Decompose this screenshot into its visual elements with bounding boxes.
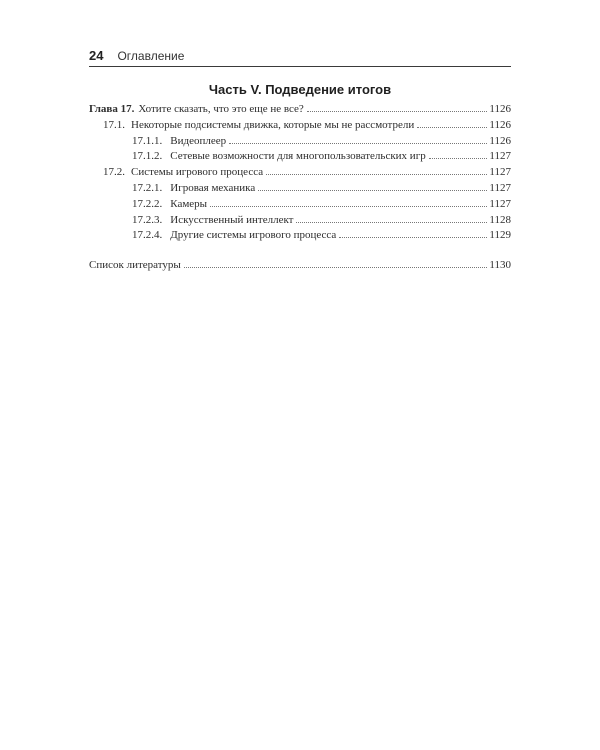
toc-entry-17-2-1 [89, 181, 511, 197]
toc-entry-page: 1127 [489, 150, 511, 163]
toc-entry-title: Список литературы [89, 259, 181, 272]
toc-entry-number: 17.1. [103, 118, 125, 131]
toc-entry-page: 1128 [489, 213, 511, 226]
dot-leader [210, 206, 487, 207]
running-head [89, 48, 511, 64]
toc-entry-title: Некоторые подсистемы движка, которые мы не рассмотрели [131, 118, 415, 131]
toc-entry-17-1-2 [89, 149, 511, 165]
toc-entry-number: 17.1.2. [132, 150, 163, 163]
toc-entry-17-2 [89, 165, 511, 181]
toc-entry-page: 1126 [489, 118, 511, 131]
toc-spacer [89, 244, 511, 258]
toc-entry-title: Камеры [170, 197, 208, 210]
toc-entry-17-2-4 [89, 228, 511, 244]
toc-entry-title: Хотите сказать, что это еще не все? [138, 103, 304, 115]
dot-leader [429, 158, 488, 159]
toc-entry-number: 17.2.2. [132, 197, 163, 210]
toc-entry-page: 1129 [489, 229, 511, 242]
toc-entry-title: Системы игрового процесса [131, 166, 264, 179]
dot-leader [296, 222, 487, 223]
table-of-contents [89, 102, 511, 274]
toc-entry-number: 17.2.3. [132, 213, 163, 226]
toc-entry-chapter-17 [89, 102, 511, 118]
toc-entry-page: 1126 [489, 103, 511, 115]
toc-entry-title: Другие системы игрового процесса [170, 229, 337, 242]
part-title: Часть V. Подведение итогов [208, 82, 392, 97]
toc-entry-title: Игровая механика [170, 181, 256, 194]
toc-entry-title: Искусственный интеллект [170, 213, 294, 226]
dot-leader [258, 190, 487, 191]
toc-entry-page: 1130 [489, 259, 511, 272]
toc-entry-page: 1127 [489, 197, 511, 210]
toc-entry-title: Сетевые возможности для многопользовательских игр [170, 150, 426, 163]
toc-entry-17-1 [89, 118, 511, 134]
dot-leader [229, 143, 487, 144]
toc-entry-page: 1127 [489, 181, 511, 194]
dot-leader [266, 174, 487, 175]
toc-entry-17-2-3 [89, 213, 511, 229]
header-rule [89, 66, 511, 67]
toc-entry-number: 17.1.1. [132, 134, 163, 147]
toc-entry-number: 17.2. [103, 166, 125, 179]
chapter-label: Глава 17. [89, 103, 135, 115]
toc-entry-number: 17.2.4. [132, 229, 163, 242]
dot-leader [307, 111, 488, 112]
toc-entry-17-1-1 [89, 134, 511, 150]
toc-entry-bibliography [89, 258, 511, 274]
running-head-title: Оглавление [117, 49, 185, 63]
dot-leader [339, 237, 487, 238]
page-number: 24 [89, 48, 104, 63]
toc-entry-page: 1126 [489, 134, 511, 147]
toc-entry-17-2-2 [89, 197, 511, 213]
toc-entry-page: 1127 [489, 166, 511, 179]
dot-leader [184, 267, 488, 268]
dot-leader [417, 127, 487, 128]
toc-entry-title: Видеоплеер [170, 134, 227, 147]
toc-entry-number: 17.2.1. [132, 181, 163, 194]
